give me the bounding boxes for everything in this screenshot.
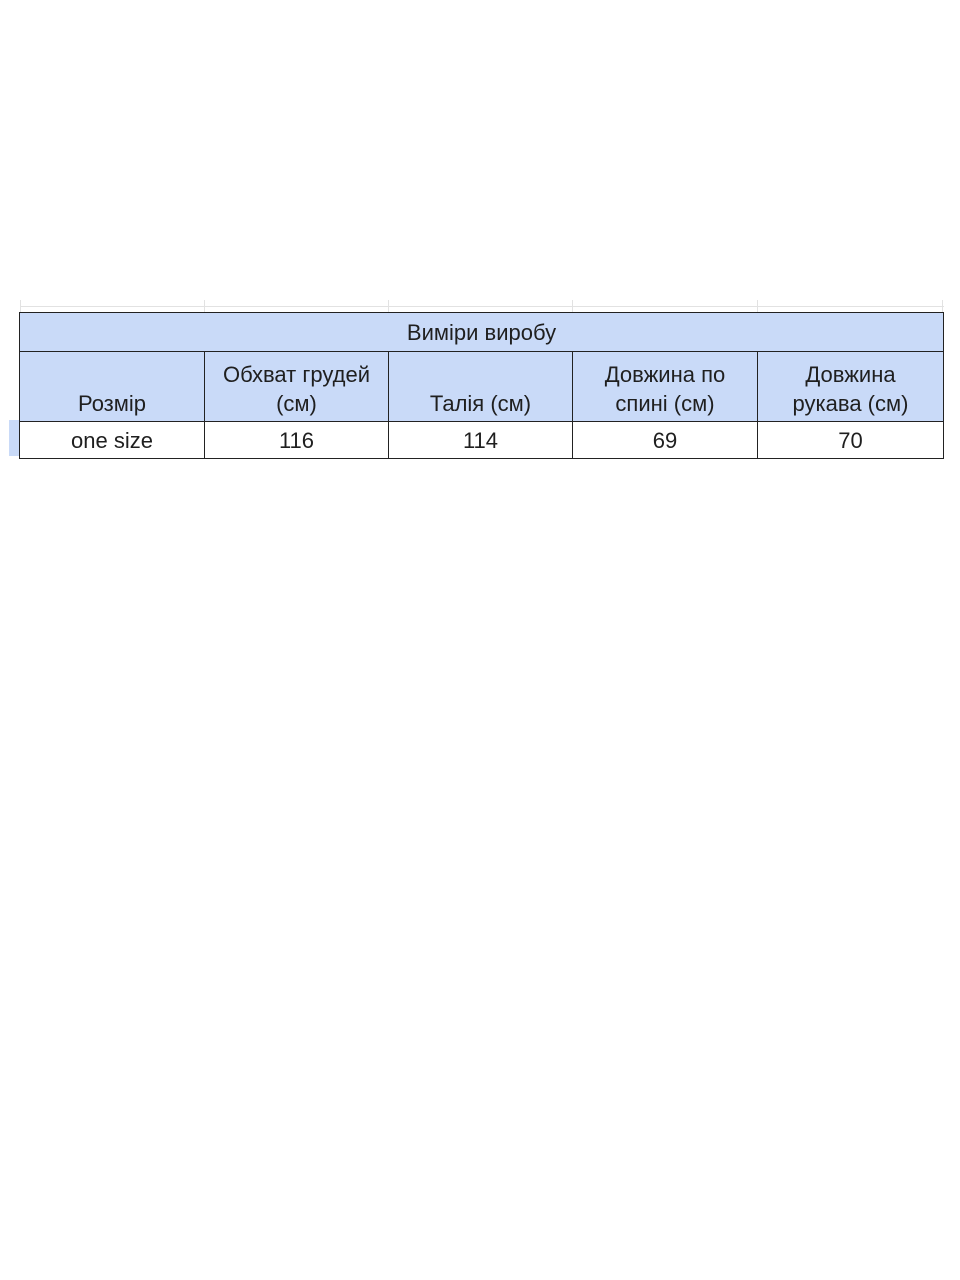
header-size[interactable]: Розмір (20, 352, 205, 422)
gridline-col (388, 300, 389, 312)
gridline-row (20, 306, 944, 307)
measurements-table (19, 312, 944, 459)
selected-row-marker[interactable] (9, 420, 19, 456)
gridline-col (204, 300, 205, 312)
cell-size[interactable]: one size (20, 422, 205, 459)
table-title[interactable]: Виміри виробу (20, 313, 944, 352)
header-sleeve-length[interactable]: Довжина рукава (см) (758, 352, 944, 422)
table-title-row (20, 313, 944, 352)
gridline-col (757, 300, 758, 312)
header-waist[interactable]: Талія (см) (389, 352, 573, 422)
header-chest[interactable]: Обхват грудей (см) (205, 352, 389, 422)
gridline-col (572, 300, 573, 312)
cell-sleeve-length[interactable]: 70 (758, 422, 944, 459)
header-back-length[interactable]: Довжина по спині (см) (573, 352, 758, 422)
cell-waist[interactable]: 114 (389, 422, 573, 459)
gridline-col (942, 300, 943, 312)
cell-chest[interactable]: 116 (205, 422, 389, 459)
gridline-col (20, 300, 21, 312)
table-header-row (20, 352, 944, 422)
table-row (20, 422, 944, 459)
cell-back-length[interactable]: 69 (573, 422, 758, 459)
